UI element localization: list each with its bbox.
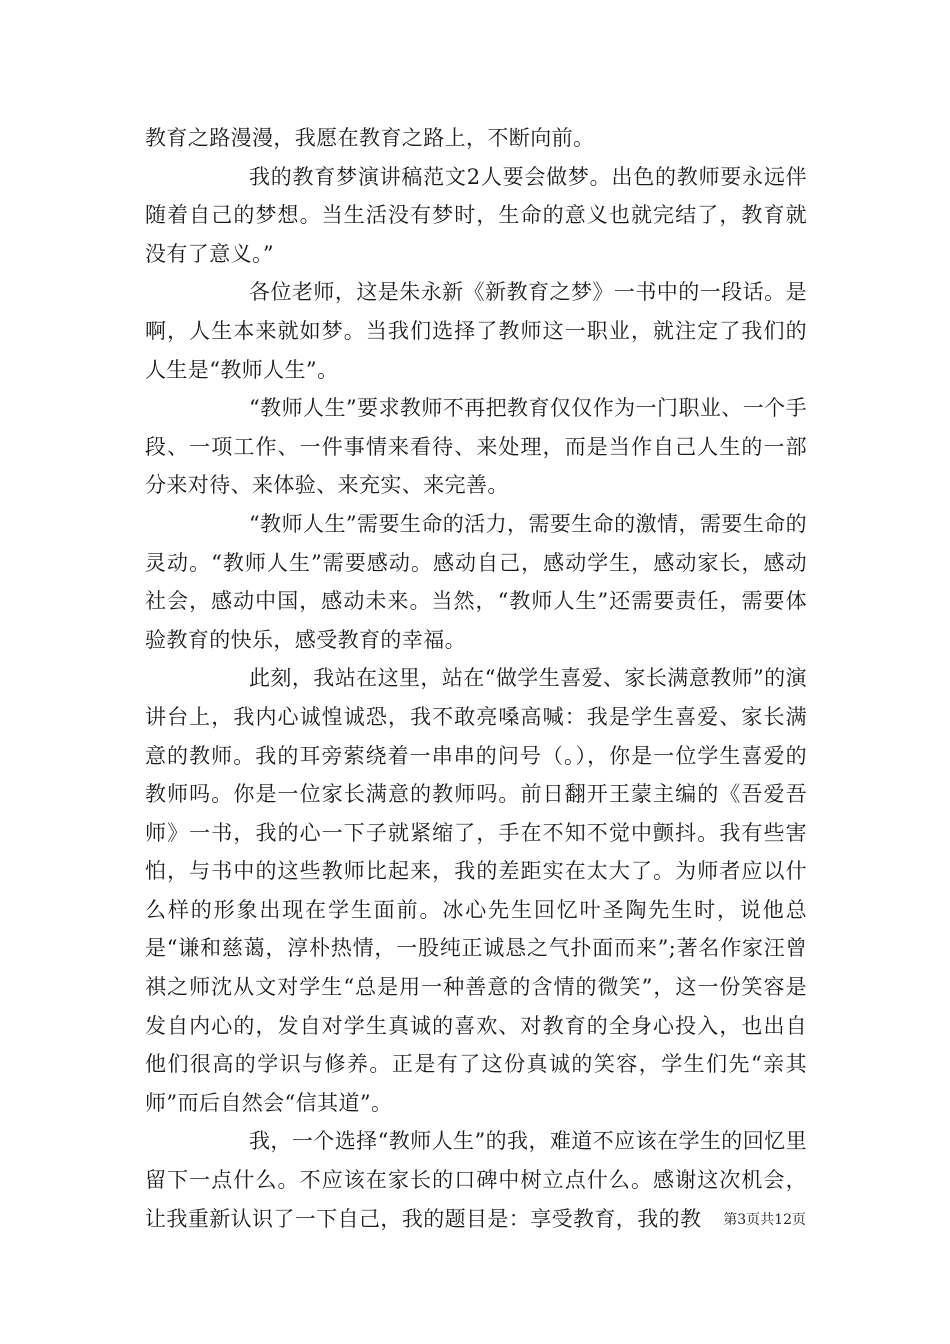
- page-number-footer: 第3页共12页: [723, 1212, 806, 1228]
- paragraph-1: 教育之路漫漫，我愿在教育之路上，不断向前。: [145, 126, 595, 150]
- paragraph-2: 我的教育梦演讲稿范文2人要会做梦。出色的教师要永远伴随着自己的梦想。当生活没有梦时，生命的意义也就完结了，教育就没有了意义。”: [145, 164, 807, 266]
- paragraph-3: 各位老师，这是朱永新《新教育之梦》一书中的一段话。是啊，人生本来就如梦。当我们选择了教师这一职业，就注定了我们的人生是“教师人生”。: [145, 280, 807, 382]
- paragraph-7: 我，一个选择“教师人生”的我，难道不应该在学生的回忆里留下一点什么。不应该在家长的口碑中树立点什么。感谢这次机会，让我重新认识了一下自己，我的题目是：享受教育，我的教: [145, 1129, 807, 1231]
- paragraph-4: “教师人生”要求教师不再把教育仅仅作为一门职业、一个手段、一项工作、一件事情来看待、来处理，而是当作自己人生的一部分来对待、来体验、来充实、来完善。: [145, 396, 807, 498]
- document-body: [145, 119, 807, 1238]
- paragraph-5: “教师人生”需要生命的活力，需要生命的激情，需要生命的灵动。“教师人生”需要感动。感动自己，感动学生，感动家长，感动社会，感动中国，感动未来。当然，“教师人生”还需要责任，需要体验教育的快乐，感受教育的幸福。: [145, 511, 807, 652]
- paragraph-6: 此刻，我站在这里，站在“做学生喜爱、家长满意教师”的演讲台上，我内心诚惶诚恐，我不敢亮嗓高喊：我是学生喜爱、家长满意的教师。我的耳旁萦绕着一串串的问号（。），你是一位学生喜爱的教师吗。你是一位家长满意的教师吗。前日翻开王蒙主编的《吾爱吾师》一书，我的心一下子就紧缩了，手在不知不觉中颤抖。我有些害怕，与书中的这些教师比起来，我的差距实在太大了。为师者应以什么样的形象出现在学生面前。冰心先生回忆叶圣陶先生时，说他总是“谦和慈蔼，淳朴热情，一股纯正诚恳之气扑面而来”;著名作家汪曾祺之师沈从文对学生“总是用一种善意的含情的微笑”，这一份笑容是发自内心的，发自对学生真诚的喜欢、对教育的全身心投入，也出自他们很高的学识与修养。正是有了这份真诚的笑容，学生们先“亲其师”而后自然会“信其道”。: [145, 666, 807, 1115]
